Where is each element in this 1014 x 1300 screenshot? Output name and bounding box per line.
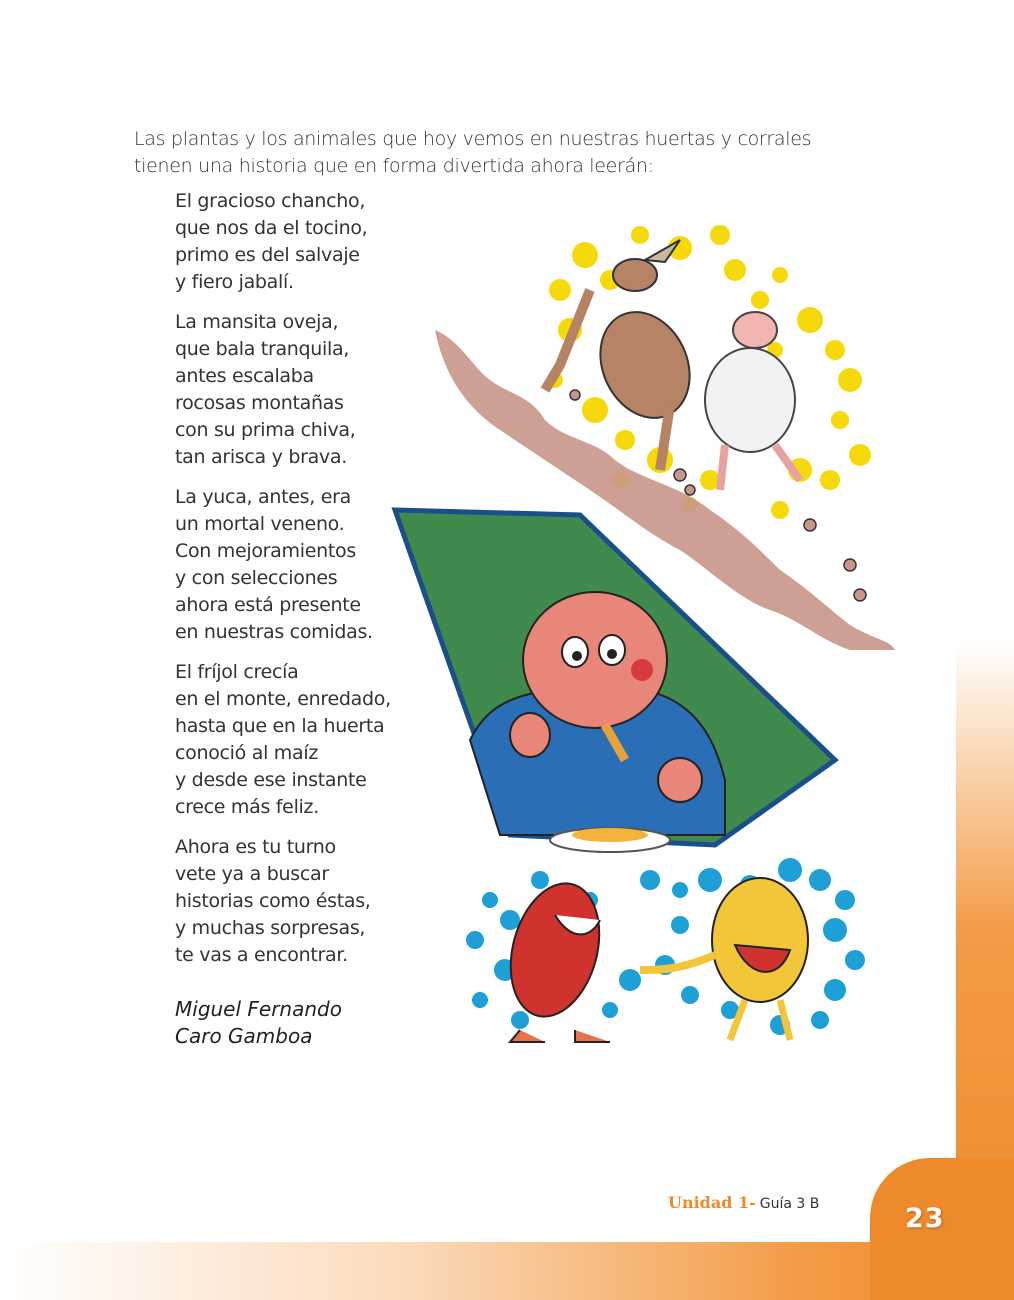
poem-author — [175, 996, 342, 1050]
intro-paragraph: Las plantas y los animales que hoy vemos en nuestras huertas y corrales tienen una historia que en forma divertida ahora leerán: — [134, 128, 812, 177]
poem-line: y fiero jabalí. — [175, 271, 294, 293]
poem-line: historias como éstas, — [175, 890, 371, 912]
poem-line: con su prima chiva, — [175, 419, 356, 441]
poem-line: conoció al maíz — [175, 742, 318, 764]
decorative-orange-band-bottom — [0, 1242, 1014, 1300]
author-first-line: Miguel Fernando — [175, 997, 342, 1021]
poem-line: y desde ese instante — [175, 769, 367, 791]
poem-stanza — [175, 659, 390, 821]
poem-line: antes escalaba — [175, 365, 314, 387]
poem-stanza — [175, 188, 390, 296]
poem-line: El fríjol crecía — [175, 661, 299, 683]
poem-line: en nuestras comidas. — [175, 621, 373, 643]
poem-line: y con selecciones — [175, 567, 338, 589]
poem-line: vete ya a buscar — [175, 863, 329, 885]
poem-line: te vas a encontrar. — [175, 944, 348, 966]
poem-illustration — [380, 180, 940, 1070]
poem-stanza — [175, 309, 390, 471]
poem-line: ahora está presente — [175, 594, 361, 616]
sheep — [705, 312, 800, 490]
poem-line: rocosas montañas — [175, 392, 344, 414]
poem-line: Ahora es tu turno — [175, 836, 336, 858]
poem-line: y muchas sorpresas, — [175, 917, 366, 939]
poem-line: que nos da el tocino, — [175, 217, 368, 239]
footer-guide: Guía 3 B — [759, 1196, 820, 1212]
poem-stanza — [175, 484, 390, 646]
poem-line: en el monte, enredado, — [175, 688, 391, 710]
poem — [175, 188, 390, 982]
poem-line: hasta que en la huerta — [175, 715, 385, 737]
poem-line: El gracioso chancho, — [175, 190, 366, 212]
poem-line: Con mejoramientos — [175, 540, 356, 562]
poem-line: un mortal veneno. — [175, 513, 345, 535]
poem-stanza — [175, 834, 390, 969]
poem-line: La yuca, antes, era — [175, 486, 351, 508]
author-second-line: Caro Gamboa — [175, 1024, 313, 1048]
poem-line: La mansita oveja, — [175, 311, 339, 333]
page-number: 23 — [905, 1203, 945, 1234]
poem-line: crece más feliz. — [175, 796, 319, 818]
footer-unit: Unidad 1- — [668, 1193, 756, 1212]
poem-line: tan arisca y brava. — [175, 446, 347, 468]
poem-line: primo es del salvaje — [175, 244, 360, 266]
footer-label — [668, 1193, 819, 1212]
poem-line: que bala tranquila, — [175, 338, 350, 360]
